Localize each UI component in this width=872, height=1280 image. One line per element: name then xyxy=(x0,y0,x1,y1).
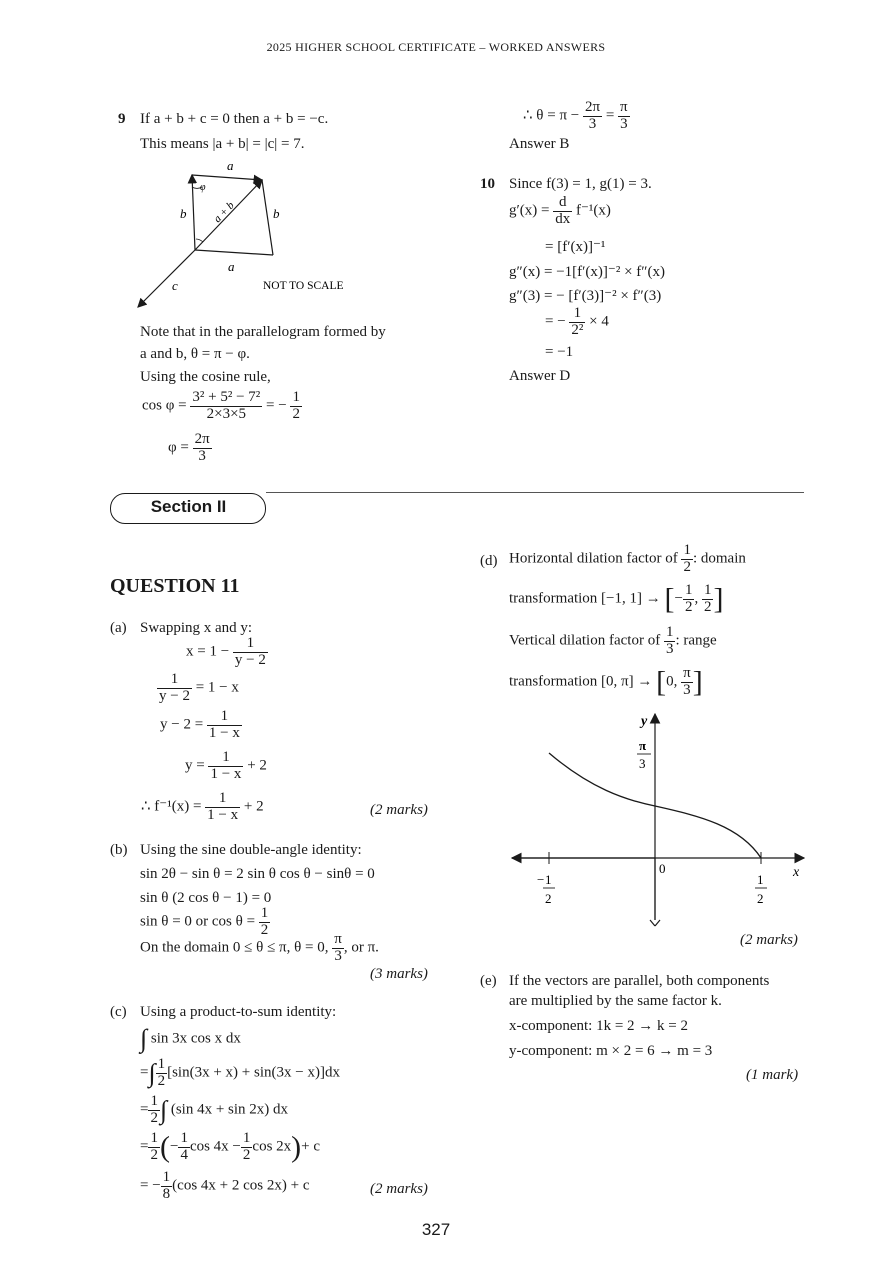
part-b-line3: sin θ = 0 or cos θ = $\frac{1}{2}$ xyxy=(140,905,269,938)
vector-c xyxy=(138,250,195,307)
part-e-line3: x-component: 1k = 2 → k = 2 xyxy=(509,1018,688,1034)
part-a-label: (a) xyxy=(110,620,127,636)
q10-line1: Since f(3) = 1, g(1) = 3. xyxy=(509,176,652,192)
vector-a-top xyxy=(192,175,262,180)
part-d-label: (d) xyxy=(480,553,498,569)
section-rule xyxy=(266,492,804,493)
part-e-label: (e) xyxy=(480,973,497,989)
q9-note1: Note that in the parallelogram formed by xyxy=(140,324,386,340)
part-c-line2: =∫ $\frac{1}{2}$ [sin(3x + x) + sin(3x − x)]dx xyxy=(140,1056,340,1089)
part-e-line1: If the vectors are parallel, both components xyxy=(509,973,770,989)
part-e-line2: are multiplied by the same factor k. xyxy=(509,993,722,1009)
vector-b-left xyxy=(192,175,195,250)
q10-g4: g″(3) = − [f′(3)]⁻² × f″(3) xyxy=(509,288,662,304)
q9-theta-equation: ∴ θ = π − $\frac{2\pi}{3}$ = $\frac{\pi}{3}$ xyxy=(523,99,628,132)
ytick-num: π xyxy=(639,738,647,753)
q10-g3: g″(x) = −1[f′(x)]⁻² × f″(x) xyxy=(509,264,666,280)
label-a-bottom: a xyxy=(228,259,235,274)
xtick-pos-num: 1 xyxy=(757,872,764,887)
q9-phi-equation: φ = $\frac{2\pi}{3}$ xyxy=(168,431,210,464)
part-e-line4: y-component: m × 2 = 6 → m = 3 xyxy=(509,1043,713,1059)
part-e-marks: (1 mark) xyxy=(746,1067,799,1083)
xtick-neg-den: 2 xyxy=(545,891,552,906)
vector-diagram xyxy=(130,155,370,315)
part-c-line1: ∫ sin 3x cos x dx xyxy=(140,1024,241,1053)
q10-g5: = − $\frac{1}{\text{2²}}$ × 4 xyxy=(545,305,609,338)
part-a-line1: x = 1 − $\frac{1}{y - 2}$ xyxy=(186,635,266,668)
q10-number: 10 xyxy=(480,176,495,192)
q9-cosine-rule: Using the cosine rule, xyxy=(140,369,271,385)
page-number: 327 xyxy=(421,1220,451,1239)
part-a-line2: $\frac{1}{y - 2}$ = 1 − x xyxy=(159,671,239,704)
xtick-pos-den: 2 xyxy=(757,891,764,906)
part-c-line4: = $\frac{1}{2}$ (− $\frac{1}{4}$ cos 4x − $\frac{1}{2}$ cos 2x)+ c xyxy=(140,1130,321,1164)
part-b-line2: sin θ (2 cos θ − 1) = 0 xyxy=(140,890,272,906)
x-axis-label: x xyxy=(793,865,800,880)
q9-line2: This means |a + b| = |c| = 7. xyxy=(140,136,305,152)
section-title: Section II xyxy=(150,497,227,516)
y-axis-label: y xyxy=(641,714,648,729)
question-heading: QUESTION 11 xyxy=(110,575,240,597)
label-b-left: b xyxy=(180,206,187,221)
part-b-line4: On the domain 0 ≤ θ ≤ π, θ = 0, $\frac{\pi}{3}$ , or π. xyxy=(140,931,379,964)
part-a-marks: (2 marks) xyxy=(370,802,428,818)
part-a-line4: y = $\frac{1}{1 - x}$ + 2 xyxy=(185,749,267,782)
part-b-line1: sin 2θ − sin θ = 2 sin θ cos θ − sinθ = 0 xyxy=(140,866,375,882)
part-d-line4: transformation [0, π] → [0, $\frac{\pi}{3}$ ] xyxy=(509,665,703,699)
xtick-neg-minus: − xyxy=(537,872,545,887)
part-a-intro: Swapping x and y: xyxy=(140,620,253,636)
part-b-intro: Using the sine double-angle identity: xyxy=(140,842,362,858)
vector-a-bottom xyxy=(195,250,273,255)
q9-answer: Answer B xyxy=(509,136,570,152)
q10-g1: g′(x) = $\frac{d}{dx}$ f⁻¹(x) xyxy=(509,194,611,227)
q10-g6: = −1 xyxy=(545,344,574,360)
part-b-label: (b) xyxy=(110,842,128,858)
part-c-line5: = − $\frac{1}{8}$ (cos 4x + 2 cos 2x) + c xyxy=(140,1169,310,1202)
vector-b-right xyxy=(262,180,273,255)
part-c-line3: = $\frac{1}{2}$ ∫ (sin 4x + sin 2x) dx xyxy=(140,1093,289,1126)
part-d-line3: Vertical dilation factor of $\frac{1}{3}$ : range xyxy=(509,624,717,657)
label-phi: φ xyxy=(200,182,206,193)
page-header: 2025 HIGHER SCHOOL CERTIFICATE – WORKED ANSWERS xyxy=(266,40,606,54)
part-a-line5: ∴ f⁻¹(x) = $\frac{1}{1 - x}$ + 2 xyxy=(141,790,264,823)
xtick-neg-num: 1 xyxy=(545,872,552,887)
part-a-line3: y − 2 = $\frac{1}{1 - x}$ xyxy=(160,708,240,741)
q10-answer: Answer D xyxy=(509,368,571,384)
label-a-plus-b: a + b xyxy=(211,199,237,226)
q9-number: 9 xyxy=(118,111,126,127)
ytick-den: 3 xyxy=(639,756,646,771)
part-c-marks: (2 marks) xyxy=(370,1181,428,1197)
origin-label: 0 xyxy=(659,861,666,876)
part-d-line2: transformation [−1, 1] → [− $\frac{1}{2}$ , $\frac{1}{2}$ ] xyxy=(509,582,724,616)
label-a-top: a xyxy=(227,158,234,173)
q9-note2: a and b, θ = π − φ. xyxy=(140,346,250,362)
part-d-line1: Horizontal dilation factor of $\frac{1}{2}$ : domain xyxy=(509,542,746,575)
part-d-marks: (2 marks) xyxy=(740,932,798,948)
q10-g2: = [f′(x)]⁻¹ xyxy=(545,239,606,255)
q9-cos-equation: cos φ = $\frac{\text{3² + 5² − 7²}}{2\times 3\times 5}$ = − $\frac{1}{2}$ xyxy=(142,389,300,422)
q9-line1: If a + b + c = 0 then a + b = −c. xyxy=(140,111,329,127)
arccos-graph xyxy=(500,708,820,928)
part-b-marks: (3 marks) xyxy=(370,966,428,982)
label-c: c xyxy=(172,278,178,293)
not-to-scale-note: NOT TO SCALE xyxy=(263,280,344,292)
part-c-label: (c) xyxy=(110,1004,127,1020)
label-b-right: b xyxy=(273,206,280,221)
part-c-intro: Using a product-to-sum identity: xyxy=(140,1004,337,1020)
